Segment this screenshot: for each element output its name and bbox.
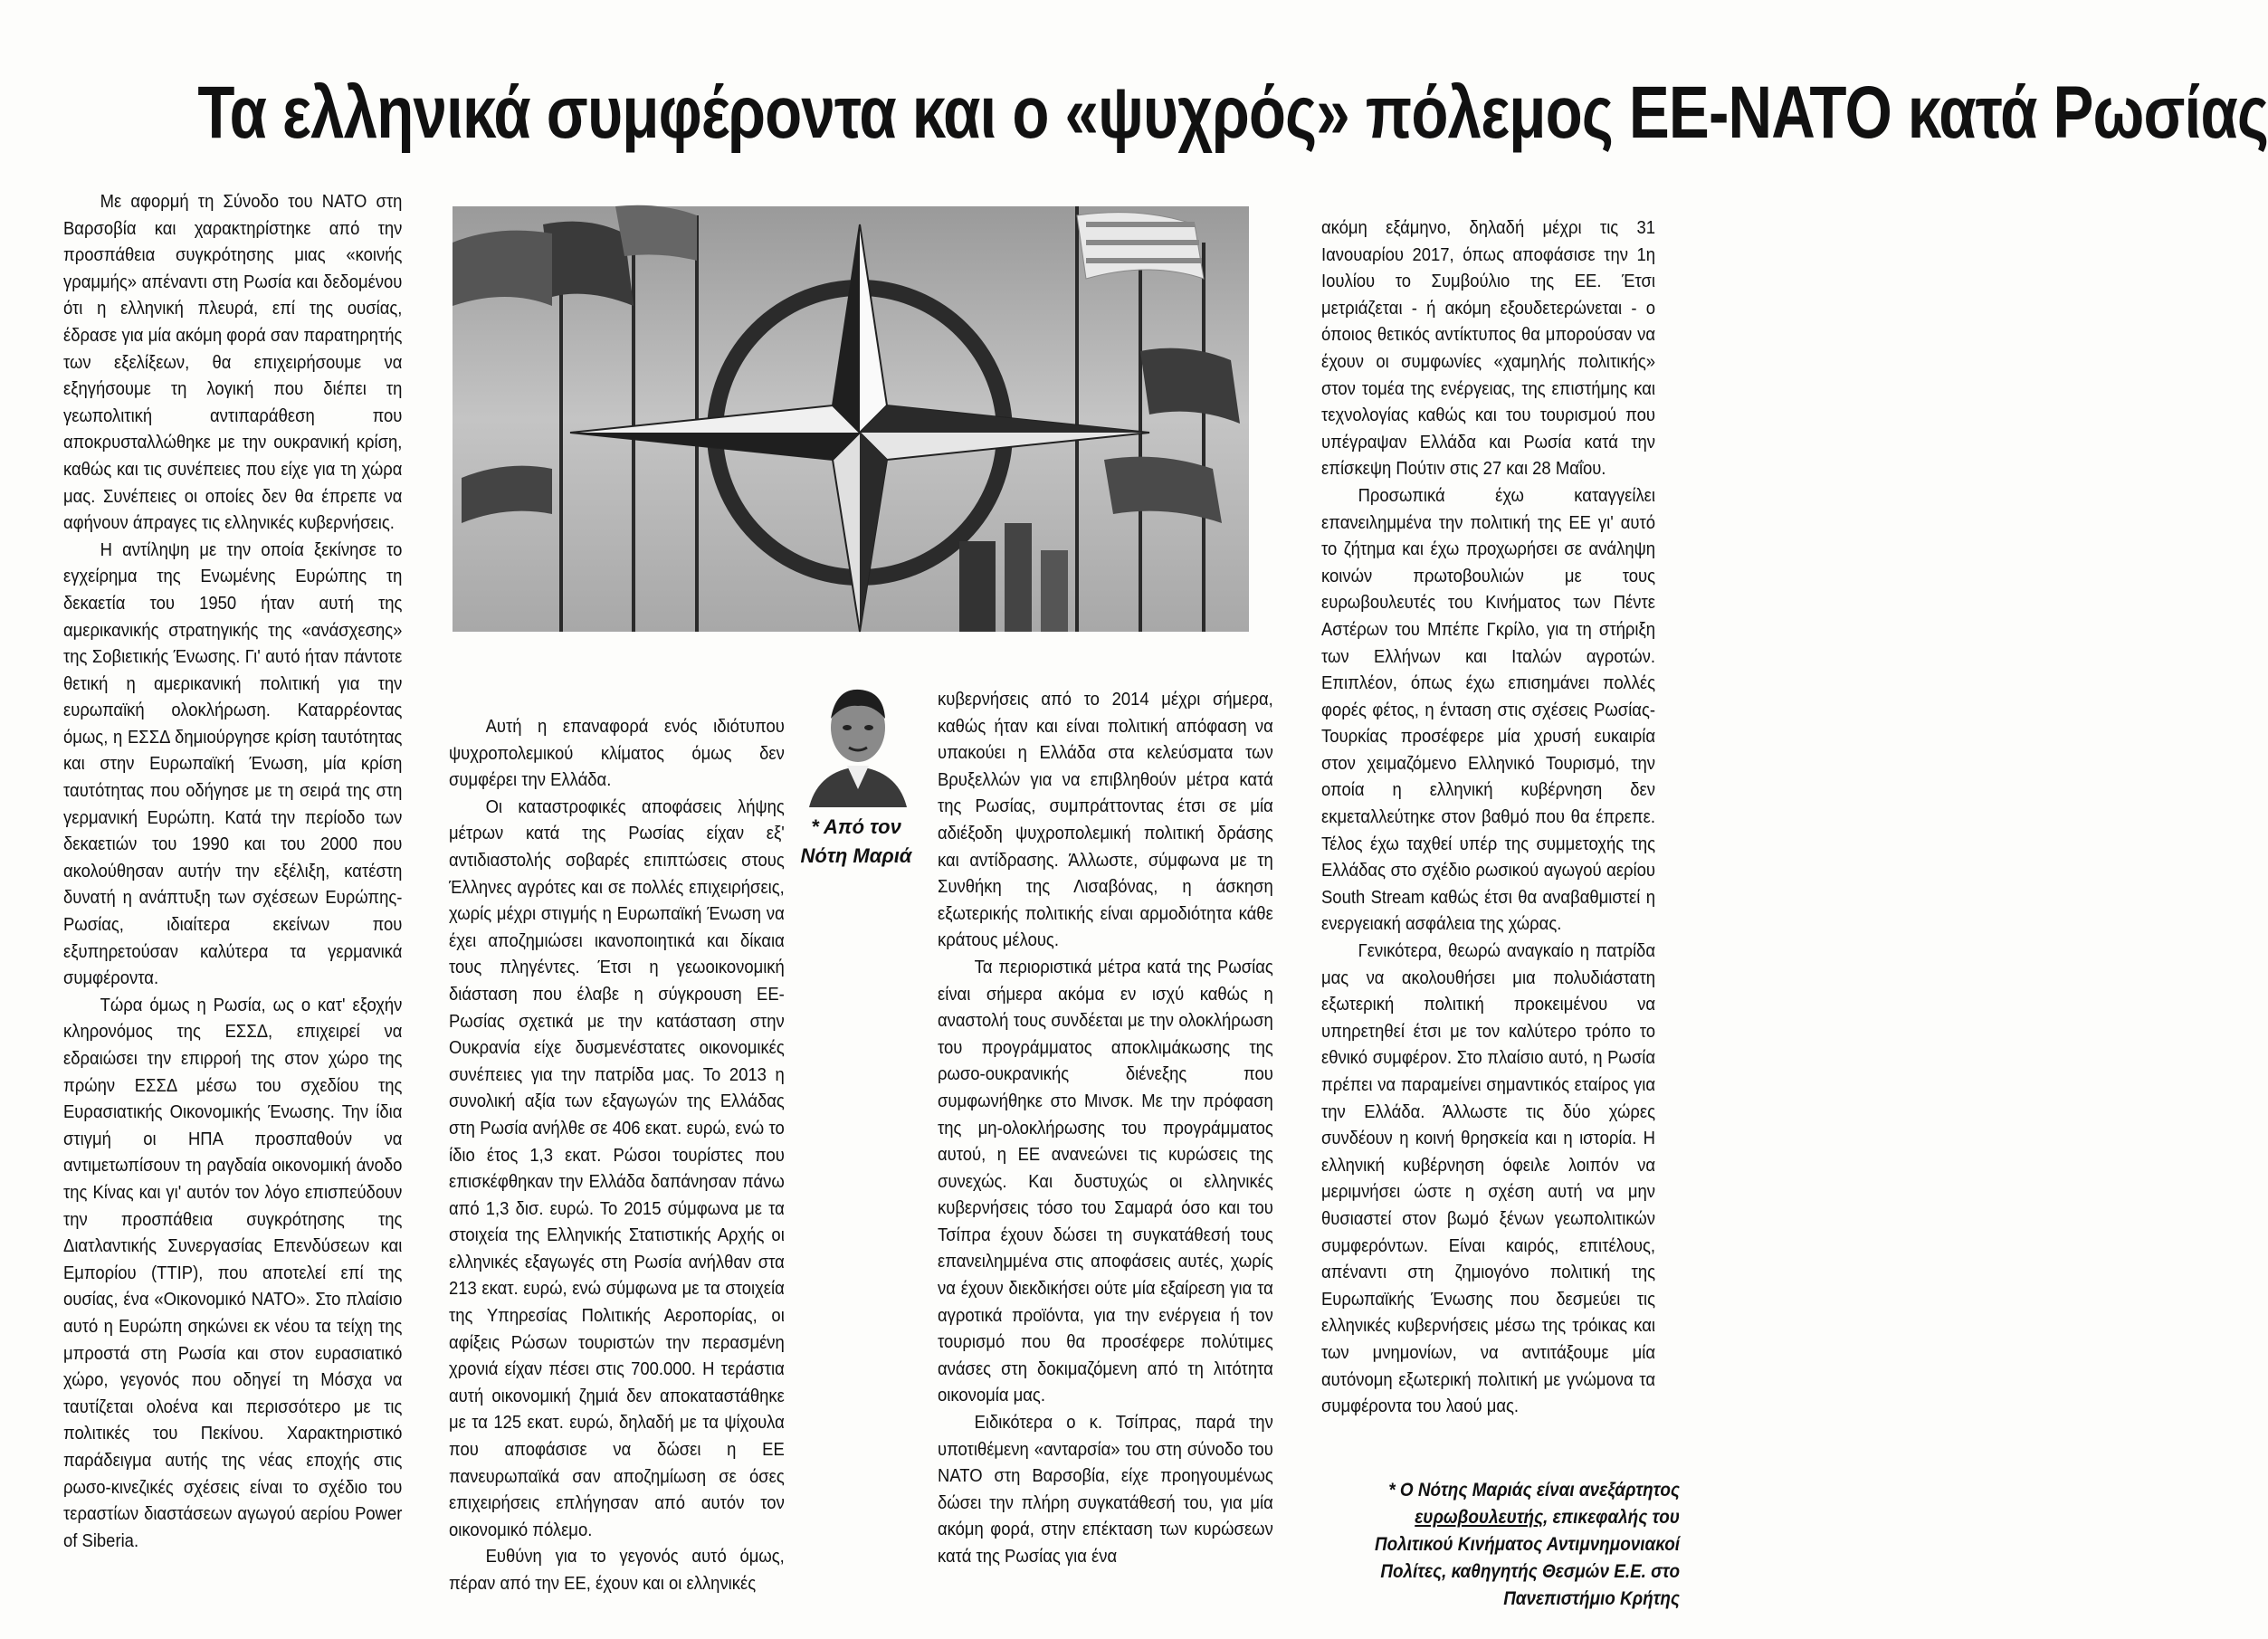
paragraph: Προσωπικά έχω καταγγείλει επανειλημμένα την πολιτική της ΕΕ γι' αυτό το ζήτημα και έχω προχωρήσει σε ανάληψη κοινών πρωτοβουλιών με τους ευρωβουλευτές του Κινήματος των Πέντε Αστέρων του Μπέπε Γκρίλο, για τη στήριξη των Ελλήνων και Ιταλών αγροτών. Επιπλέον, όπως έχω επισημάνει πολλές φορές φέτος, η ένταση στις σχέσεις Ρωσίας-Τουρκίας προσέφερε μία χρυσή ευκαιρία στον χειμαζόμενο Ελληνικό Τουρισμό, την οποία η ελληνική κυβέρνηση δεν εκμεταλλεύτηκε στον βαθμό που θα έπρεπε. Τέλος έχω ταχθεί υπέρ της συμμετοχής της Ελλάδας στο σχέδιο ρωσικού αγωγού αερίου South Stream καθώς έτσι θα αναβαθμιστεί η ενεργειακή ασφάλεια της χώρας. (1321, 484, 1655, 935)
author-portrait (800, 672, 916, 807)
author-bio (1338, 1477, 1680, 1613)
author-byline (784, 813, 929, 871)
byline-prefix: * Από τον (811, 815, 901, 838)
paragraph: κυβερνήσεις από το 2014 μέχρι σήμερα, καθώς ήταν και είναι πολιτική απόφαση να υπακούει η Ελλάδα στα κελεύσματα των Βρυξελλών για να επιβληθούν μέτρα κατά της Ρωσίας, συμπράττοντας έτσι σε μία αδιέξοδη ψυχροπολεμική πολιτική δράσης και αντίδρασης. Άλλωστε, σύμφωνα με τη Συνθήκη της Λισαβόνας, η άσκηση εξωτερικής πολιτικής είναι αρμοδιότητα κάθε κράτους μέλους. (938, 689, 1273, 951)
article-column-2 (449, 713, 785, 1597)
paragraph: Με αφορμή τη Σύνοδο του ΝΑΤΟ στη Βαρσοβία και χαρακτηρίστηκε από την προσπάθεια συγκρότησης μιας «κοινής γραμμής» απέναντι στη Ρωσία και δεδομένου ότι η ελληνική πλευρά, επί της ουσίας, έδρασε για μία ακόμη φορά σαν παρατηρητής των εξελίξεων, θα επιχειρήσουμε να εξηγήσουμε τη λογική που διέπει τη γεωπολιτική αντιπαράθεση που αποκρυσταλλώθηκε με την ουκρανική κρίση, καθώς και τις συνέπειες που είχε για τη χώρα μας. Συνέπειες οι οποίες δεν θα έπρεπε να αφήνουν άπραγες τις ελληνικές κυβερνήσεις. (63, 191, 403, 534)
article-column-3 (938, 686, 1273, 1570)
paragraph: Ευθύνη για το γεγονός αυτό όμως, πέραν από την ΕΕ, έχουν και οι ελληνικές (449, 1546, 785, 1594)
paragraph: Τώρα όμως η Ρωσία, ως ο κατ' εξοχήν κληρονόμος της ΕΣΣΔ, επιχειρεί να εδραιώσει την επιρροή της στον χώρο της πρώην ΕΣΣΔ μέσω του σχεδίου της Ευρασιατικής Οικονομικής Ένωσης. Την ίδια στιγμή οι ΗΠΑ προσπαθούν να αντιμετωπίσουν τη ραγδαία οικονομική άνοδο της Κίνας και γι' αυτόν τον λόγο επισπεύδουν την προσπάθεια συγκρότησης της Διατλαντικής Συνεργασίας Επενδύσεων και Εμπορίου (TTIP), που αποτελεί επί της ουσίας, ένα «Οικονομικό ΝΑΤΟ». Στο πλαίσιο αυτό η Ευρώπη σηκώνει εκ νέου τα τείχη της μπροστά στη Ρωσία και στον ευρασιατικό χώρο, γεγονός που οδηγεί τη Μόσχα να ταυτίζεται ολοένα και περισσότερο με τις πολιτικές του Πεκίνου. Χαρακτηριστικό παράδειγμα αυτής της νέας εποχής στις ρωσο-κινεζικές σχέσεις είναι το σχέδιο του τεραστίων διαστάσεων αγωγού αερίου Power of Siberia. (63, 994, 403, 1551)
paragraph: Γενικότερα, θεωρώ αναγκαίο η πατρίδα μας να ακολουθήσει μια πολυδιάστατη εξωτερική πολιτική προκειμένου να υπηρετηθεί έτσι με τον καλύτερο τρόπο το εθνικό συμφέρον. Στο πλαίσιο αυτό, η Ρωσία πρέπει να παραμείνει σημαντικός εταίρος για την Ελλάδα. Άλλωστε τις δύο χώρες συνδέουν η κοινή θρησκεία και η ιστορία. Η ελληνική κυβέρνηση όφειλε λοιπόν να μεριμνήσει ώστε η σχέση αυτή να μην θυσιαστεί στον βωμό ξένων γεωπολιτικών συμφερόντων. Είναι καιρός, επιτέλους, απέναντι στη ζημιογόνο πολιτική της Ευρωπαϊκής Ένωσης που δεσμεύει τις ελληνικές κυβερνήσεις μέσω της τρόικας και των μνημονίων, να αντιτάξουμε μία αυτόνομη εξωτερική πολιτική με γνώμονα τα συμφέροντα του λαού μας. (1321, 940, 1655, 1417)
byline-author-name: Νότη Μαριά (800, 844, 912, 867)
paragraph: Ειδικότερα ο κ. Τσίπρας, παρά την υποτιθέμενη «ανταρσία» του στη σύνοδο του ΝΑΤΟ στη Βαρσοβία, είχε προηγουμένως δώσει την πλήρη συγκατάθεσή του, για μία ακόμη φορά, στην επέκταση των κυρώσεων κατά της Ρωσίας για ένα (938, 1412, 1273, 1567)
bio-title: ευρωβουλευτής (1415, 1507, 1544, 1528)
article-headline: Τα ελληνικά συμφέροντα και ο «ψυχρός» πόλεμος ΕΕ-ΝΑΤΟ κατά Ρωσίας (197, 71, 2268, 154)
nato-flags-photo (453, 206, 1249, 632)
paragraph: Οι καταστροφικές αποφάσεις λήψης μέτρων κατά της Ρωσίας είχαν εξ' αντιδιαστολής σοβαρές επιπτώσεις στους Έλληνες αγρότες και σε πολλές επιχειρήσεις, χωρίς μέχρι στιγμής η Ευρωπαϊκή Ένωση να έχει αποζημιώσει ικανοποιητικά και δίκαια τους πληγέντες. Έτσι η γεωοικονομική διάσταση που έλαβε η σύγκρουση ΕΕ-Ρωσίας σχετικά με την κατάσταση στην Ουκρανία είχε δυσμενέστατες οικονομικές συνέπειες για την πατρίδα μας. Το 2013 η συνολική αξία των εξαγωγών της Ελλάδας στη Ρωσία ανήλθε σε 406 εκατ. ευρώ, ενώ το ίδιο έτος 1,3 εκατ. Ρώσοι τουρίστες που επισκέφθηκαν την Ελλάδα δαπάνησαν πάνω από 1,3 δισ. ευρώ. Το 2015 σύμφωνα με τα στοιχεία της Ελληνικής Στατιστικής Αρχής οι ελληνικές εξαγωγές στη Ρωσία ανήλθαν στα 213 εκατ. ευρώ, ενώ σύμφωνα με τα στοιχεία της Υπηρεσίας Πολιτικής Αεροπορίας, οι αφίξεις Ρώσων τουριστών την περασμένη χρονιά είχαν πέσει στις 700.000. Η τεράστια αυτή οικονομική ζημιά δεν αποκαταστάθηκε με τα 125 εκατ. ευρώ, δηλαδή με τα ψίχουλα που αποφάσισε να δώσει η ΕΕ πανευρωπαϊκά σαν αποζημίωση σε όσες επιχειρήσεις επλήγησαν από αυτόν τον οικονομικό πόλεμο. (449, 796, 785, 1540)
bio-text-rest: , επικεφαλής του Πολιτικού Κινήματος Αντιμνημονιακοί Πολίτες, καθηγητής Θεσμών Ε.Ε. στο Πανεπιστήμιο Κρήτης (1375, 1507, 1680, 1609)
paragraph: Τα περιοριστικά μέτρα κατά της Ρωσίας είναι σήμερα ακόμα εν ισχύ καθώς η αναστολή τους συνδέεται με την ολοκλήρωση του προγράμματος αποκλιμάκωσης της ρωσο-ουκρανικής διένεξης που συμφωνήθηκε στο Μινσκ. Με την πρόφαση της μη-ολοκλήρωσης του προγράμματος αυτού, η ΕΕ ανανεώνει τις κυρώσεις της συνεχώς. Και δυστυχώς οι ελληνικές κυβερνήσεις τόσο του Σαμαρά όσο και του Τσίπρα έχουν δώσει τη συγκατάθεσή τους επανειλημμένα στις αποφάσεις αυτές, χωρίς να έχουν διεκδικήσει ούτε μία εξαίρεση για τα αγροτικά προϊόντα, για την ενέργεια ή τον τουρισμό που θα προσέφερε πολύτιμες ανάσες στη δοκιμαζόμενη από τη λιτότητα οικονομία μας. (938, 956, 1273, 1406)
bio-text: * Ο Νότης Μαριάς είναι ανεξάρτητος (1388, 1480, 1680, 1501)
article-column-4 (1321, 214, 1655, 1420)
paragraph: Η αντίληψη με την οποία ξεκίνησε το εγχείρημα της Ενωμένης Ευρώπης τη δεκαετία του 1950 ήταν αυτή της αμερικανικής στρατηγικής της «ανάσχεσης» της Σοβιετικής Ένωσης. Γι' αυτό ήταν πάντοτε θετική η αμερικανική πολιτική για την ευρωπαϊκή ολοκλήρωση. Καταρρέοντας όμως, η ΕΣΣΔ δημιούργησε κρίση ταυτότητας και στην Ευρωπαϊκή Ένωση, μία κρίση ταυτότητας που οδήγησε με τη σειρά της στη γερμανική Ευρώπη. Κατά την περίοδο των δεκαετιών του 1990 και του 2000 που ακολούθησαν αυτήν την εξέλιξη, κατέστη δυνατή η ανάπτυξη των σχέσεων Ευρώπης-Ρωσίας, ιδιαίτερα εκείνων που εξυπηρετούσαν καλύτερα τα γερμανικά συμφέροντα. (63, 538, 403, 989)
article-column-1 (63, 188, 402, 1554)
paragraph: Αυτή η επαναφορά ενός ιδιότυπου ψυχροπολεμικού κλίματος όμως δεν συμφέρει την Ελλάδα. (449, 716, 785, 791)
paragraph: ακόμη εξάμηνο, δηλαδή μέχρι τις 31 Ιανουαρίου 2017, όπως αποφάσισε την 1η Ιουλίου το Συμβούλιο της ΕΕ. Έτσι μετριάζεται - ή ακόμη εξουδετερώνεται - ο όποιος θετικός αντίκτυπος θα μπορούσαν να έχουν οι συμφωνίες «χαμηλής πολιτικής» στον τομέα της ενέργειας, της επιστήμης και τεχνολογίας καθώς και του τουρισμού που υπέγραψαν Ελλάδα και Ρωσία κατά την επίσκεψη Πούτιν στις 27 και 28 Μαΐου. (1321, 217, 1655, 480)
